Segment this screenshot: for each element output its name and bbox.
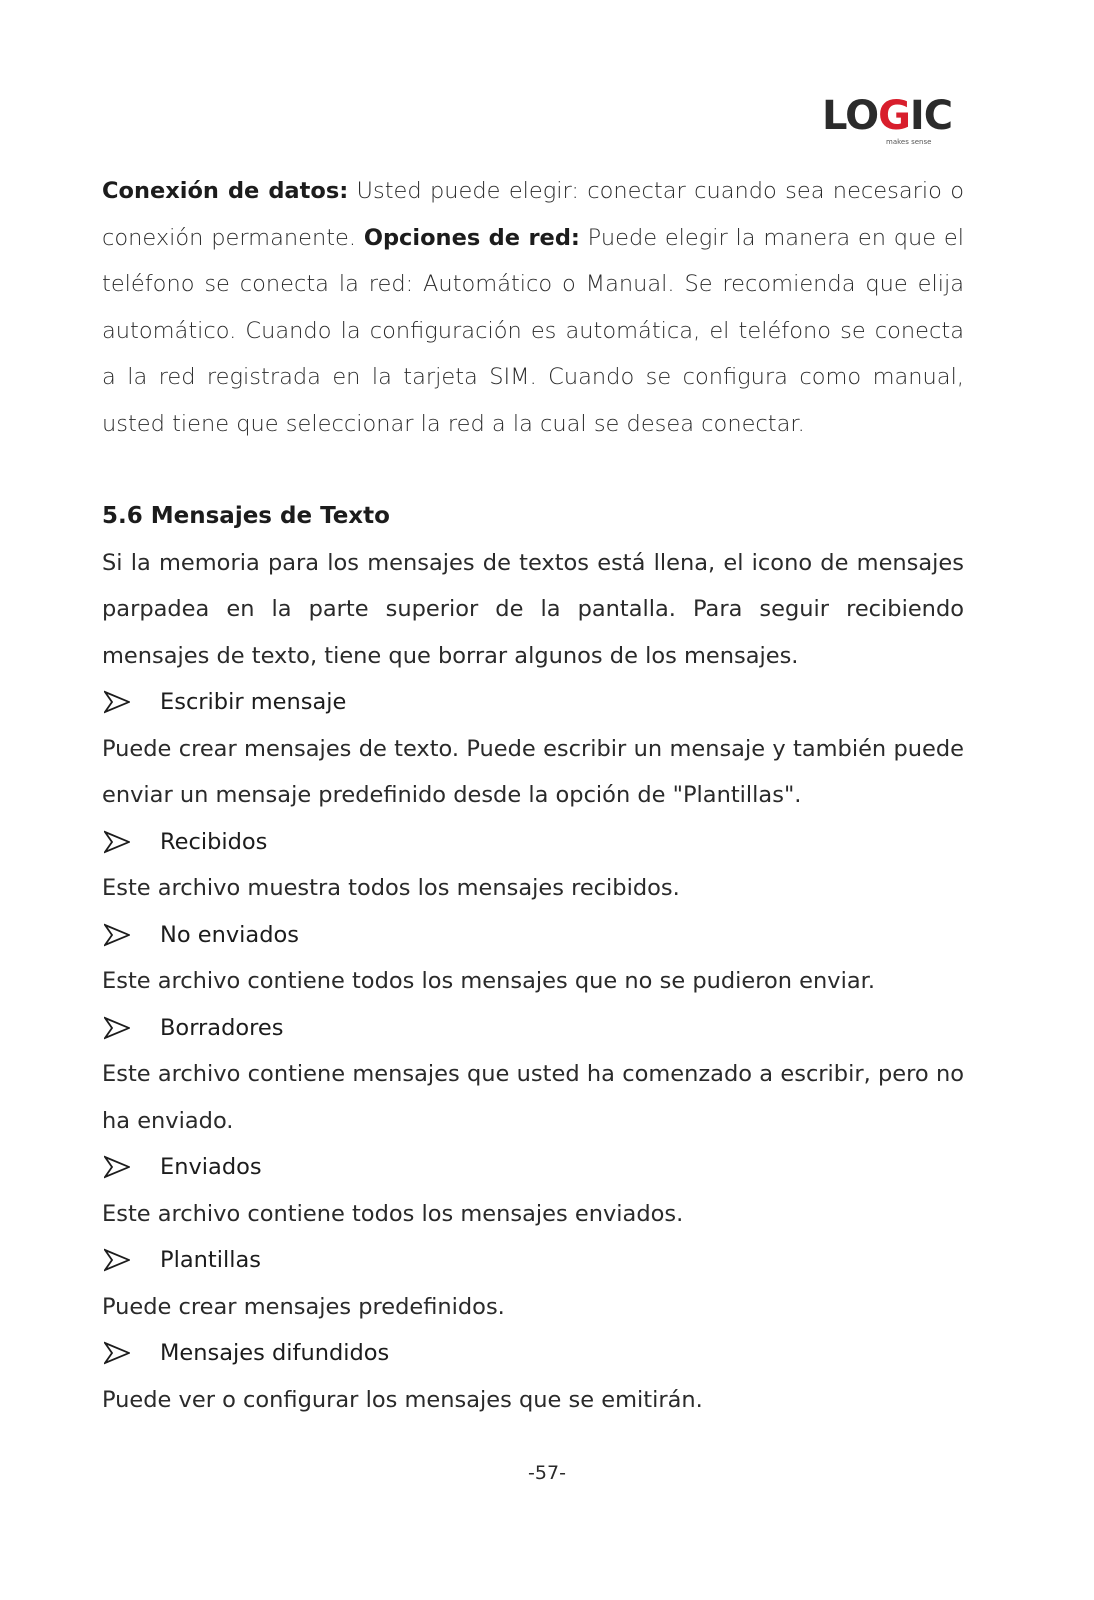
list-item-title (102, 679, 964, 726)
list-item-description: Puede ver o configurar los mensajes que se emitirán. (102, 1386, 703, 1413)
item-title-no-enviados: No enviados (160, 921, 299, 948)
data-connection-label: Conexión de datos: (102, 178, 349, 204)
arrow-bullet-icon (104, 1341, 130, 1365)
list-item-description: Este archivo contiene mensajes que usted ha comenzado a escribir, pero no ha enviado. (102, 1061, 964, 1134)
logo-g-mark: G (878, 93, 910, 139)
network-options-text: Puede elegir la manera en que el teléfono se conecta la red: Automático o Manual. Se recomienda que elija automático. Cuando la configuración es automática, el teléfono se conecta a la red registrada en la tarjeta SIM. Cuando se configura como manual, usted tiene que seleccionar la red a la cual se desea conectar. (102, 224, 965, 437)
logo-tagline: makes sense (886, 138, 932, 146)
logo-wordmark: LOGIC (822, 93, 953, 139)
list-item-description: Este archivo contiene todos los mensajes que no se pudieron enviar. (102, 968, 875, 994)
item-title-mensajes-difundidos: Mensajes difundidos (160, 1340, 390, 1366)
arrow-bullet-icon (104, 923, 130, 947)
item-title-borradores: Borradores (160, 1014, 284, 1041)
item-title-escribir: Escribir mensaje (160, 689, 347, 715)
arrow-bullet-icon (104, 1248, 130, 1272)
section-title: 5.6 Mensajes de Texto (102, 503, 390, 529)
data-connection-text: Usted puede elegir: conectar cuando sea necesario o conexión permanente. (102, 178, 964, 251)
arrow-bullet-icon (104, 830, 130, 854)
list-item-description: Puede crear mensajes predefinidos. (102, 1293, 505, 1320)
list-item-title (102, 912, 964, 959)
list-item-description: Este archivo contiene todos los mensajes enviados. (102, 1200, 684, 1227)
list-item-title (102, 1005, 964, 1052)
brand-logo (822, 92, 962, 152)
arrow-bullet-icon (104, 1016, 130, 1040)
section-intro: Si la memoria para los mensajes de textos está llena, el icono de mensajes parpadea en la parte superior de la pantalla. Para seguir recibiendo mensajes de texto, tiene que borrar algunos de los mensajes. (102, 549, 964, 669)
item-title-enviados: Enviados (160, 1154, 262, 1180)
list-item-title (102, 1237, 964, 1284)
item-title-plantillas: Plantillas (160, 1247, 261, 1273)
arrow-bullet-icon (104, 1155, 130, 1179)
list-item-title (102, 1144, 964, 1191)
list-item-description: Puede crear mensajes de texto. Puede escribir un mensaje y también puede enviar un mensaje predefinido desde la opción de "Plantillas". (102, 735, 964, 808)
page-number: -57- (528, 1462, 566, 1484)
network-options-label: Opciones de red: (363, 224, 580, 251)
list-item-title (102, 1330, 964, 1377)
list-item-title (102, 819, 964, 866)
item-title-recibidos: Recibidos (160, 828, 268, 855)
page-content (102, 168, 964, 1423)
list-item-description: Este archivo muestra todos los mensajes recibidos. (102, 875, 680, 901)
intro-paragraph (102, 168, 964, 447)
arrow-bullet-icon (104, 690, 130, 714)
